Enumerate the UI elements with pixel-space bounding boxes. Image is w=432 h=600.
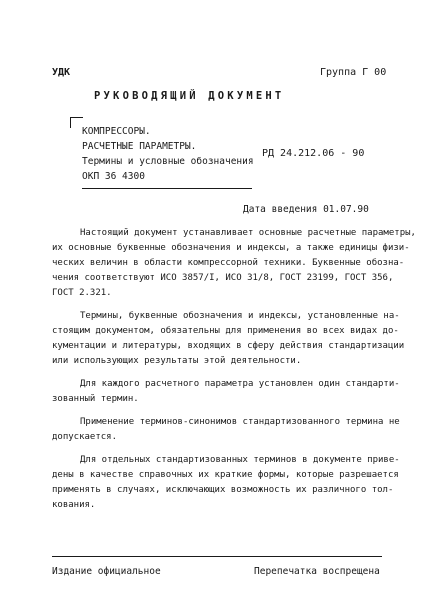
paragraph-5 — [52, 453, 400, 513]
group-label: Группа Г 00 — [320, 67, 387, 78]
text-line: стоящим документом, обязательны для применения во всех видах до- — [52, 326, 399, 336]
paragraph-1 — [52, 226, 416, 301]
title-line-4: ОКП 36 4300 — [82, 171, 145, 182]
title-line-2: РАСЧЕТНЫЕ ПАРАМЕТРЫ. — [82, 141, 197, 152]
footer-divider — [52, 556, 382, 557]
text-line: Применение терминов-синонимов стандартизованного термина не — [80, 417, 400, 427]
text-line: дены в качестве справочных их краткие формы, которые разрешается — [52, 470, 399, 480]
text-line: применять в случаях, исключающих возможность их различного тол- — [52, 485, 394, 495]
document-type-heading: РУКОВОДЯЩИЙ ДОКУМЕНТ — [94, 90, 285, 102]
text-line: Настоящий документ устанавливает основные расчетные параметры, — [80, 228, 416, 238]
text-line: допускается. — [52, 432, 118, 442]
document-title-block — [82, 124, 254, 184]
paragraph-2 — [52, 309, 405, 369]
text-line: или использующих результаты этой деятельности. — [52, 356, 302, 366]
text-line: Для каждого расчетного параметра установлен один стандарти- — [80, 379, 400, 389]
document-body — [52, 226, 416, 521]
text-line: Термины, буквенные обозначения и индексы, установленные на- — [80, 311, 400, 321]
title-line-1: КОМПРЕССОРЫ. — [82, 126, 151, 137]
effective-date: Дата введения 01.07.90 — [243, 204, 369, 215]
udk-label: УДК — [52, 67, 71, 78]
title-line-3: Термины и условные обозначения — [82, 156, 254, 167]
text-line: ческих величин в области компрессорной техники. Буквенные обозна- — [52, 258, 405, 268]
document-code: РД 24.212.06 - 90 — [262, 148, 365, 159]
text-line: их основные буквенные обозначения и индексы, а также единицы физи- — [52, 243, 410, 253]
title-divider — [82, 188, 252, 189]
text-line: кументации и литературы, входящих в сферу действия стандартизации — [52, 341, 405, 351]
text-line: чения соответствуют ИСО 3857/I, ИСО 31/8, ГОСТ 23199, ГОСТ 356, — [52, 273, 394, 283]
paragraph-4 — [52, 415, 400, 445]
paragraph-3 — [52, 377, 400, 407]
text-line: зованный термин. — [52, 394, 139, 404]
text-line: Для отдельных стандартизованных терминов в документе приве- — [80, 455, 400, 465]
text-line: ГОСТ 2.321. — [52, 288, 112, 298]
footer-edition-note: Издание официальное — [52, 566, 161, 577]
footer-reprint-note: Перепечатка воспрещена — [254, 566, 380, 577]
text-line: кования. — [52, 500, 96, 510]
